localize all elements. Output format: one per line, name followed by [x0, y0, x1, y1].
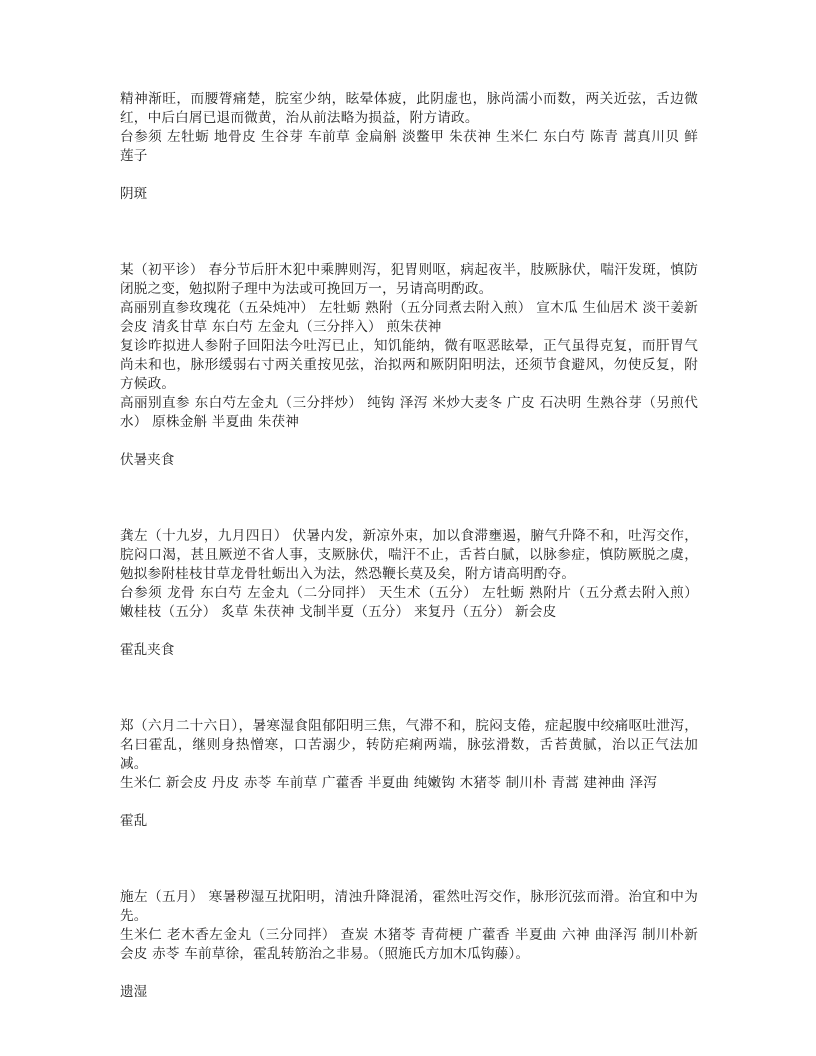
document-page — [120, 90, 698, 1002]
section-heading: 伏暑夹食 — [120, 452, 175, 468]
section-heading: 霍乱夹食 — [120, 642, 175, 658]
prescription: 生米仁 老木香左金丸（三分同拌） 查炭 木猪苓 青荷梗 广藿香 半夏曲 六神 曲泽泻 制川朴新会皮 赤苓 车前草徐，霍乱转筋治之非易。（照施氏方加木瓜钩藤）。 — [120, 927, 698, 962]
section-heading: 霍乱 — [120, 813, 148, 829]
follow-up-narrative: 复诊昨拟进人参附子回阳法今吐泻已止，知饥能纳，微有呕恶眩晕，正气虽得克复，而肝胃气尚未和也，脉形缓弱右寸两关重按见弦，治拟两和厥阴阳明法，还须节食避风，勿使反复，附方候政。 — [120, 338, 698, 392]
prescription: 高丽别直参玫瑰花（五朵炖冲） 左牡蛎 熟附（五分同煮去附入煎） 宣木瓜 生仙居术 淡干姜新会皮 清炙甘草 东白芍 左金丸（三分拌入） 煎朱茯神 — [120, 300, 698, 335]
prescription: 台参须 左牡蛎 地骨皮 生谷芽 车前草 金扁斛 淡鳖甲 朱茯神 生米仁 东白芍 陈青 蒿真川贝 鲜莲子 — [120, 129, 698, 164]
section-heading: 遗湿 — [120, 984, 148, 1000]
case-narrative: 施左（五月） 寒暑秽湿互扰阳明，清浊升降混淆，霍然吐泻交作，脉形沉弦而滑。治宜和中为先。 — [120, 889, 698, 924]
case-narrative: 郑（六月二十六日），暑寒湿食阻郁阳明三焦，气滞不和，脘闷支倦，症起腹中绞痛呕吐泄泻，名曰霍乱，继则身热憎寒，口苦溺少，转防疟痢两端，脉弦滑数，舌苔黄腻，治以正气法加减。 — [120, 718, 698, 772]
section-heading: 阴斑 — [120, 186, 148, 202]
prescription: 台参须 龙骨 东白芍 左金丸（二分同拌） 天生术（五分） 左牡蛎 熟附片（五分煮去附入煎）嫩桂枝（五分） 炙草 朱茯神 戈制半夏（五分） 来复丹（五分） 新会皮 — [120, 585, 698, 620]
prescription: 高丽别直参 东白芍左金丸（三分拌炒） 纯钩 泽泻 米炒大麦冬 广皮 石决明 生熟谷芽（另煎代水） 原株金斛 半夏曲 朱茯神 — [120, 395, 698, 430]
case-narrative: 精神渐旺，而腰膂痛楚，脘室少纳，眩晕体疲，此阴虚也，脉尚濡小而数，两关近弦，舌边微红，中后白屑已退而微黄，治从前法略为损益，附方请政。 — [120, 91, 698, 126]
case-narrative: 某（初平诊） 春分节后肝木犯中乘脾则泻，犯胃则呕，病起夜半，肢厥脉伏，喘汗发斑，慎防闭脱之变，勉拟附子理中为法或可挽回万一，另请高明酌政。 — [120, 262, 698, 297]
case-narrative: 龚左（十九岁，九月四日） 伏暑内发，新凉外束，加以食滞壅遏，腑气升降不和，吐泻交作，脘闷口渴，甚且厥逆不省人事，支厥脉伏，喘汗不止，舌苔白腻，以脉参症，慎防厥脱之虞，勉拟参附桂枝甘草龙骨牡蛎出入为法，然恐鞭长莫及矣，附方请高明酌夺。 — [120, 528, 698, 582]
prescription: 生米仁 新会皮 丹皮 赤苓 车前草 广藿香 半夏曲 纯嫩钩 木猪苓 制川朴 青蒿 建神曲 泽泻 — [120, 775, 658, 791]
